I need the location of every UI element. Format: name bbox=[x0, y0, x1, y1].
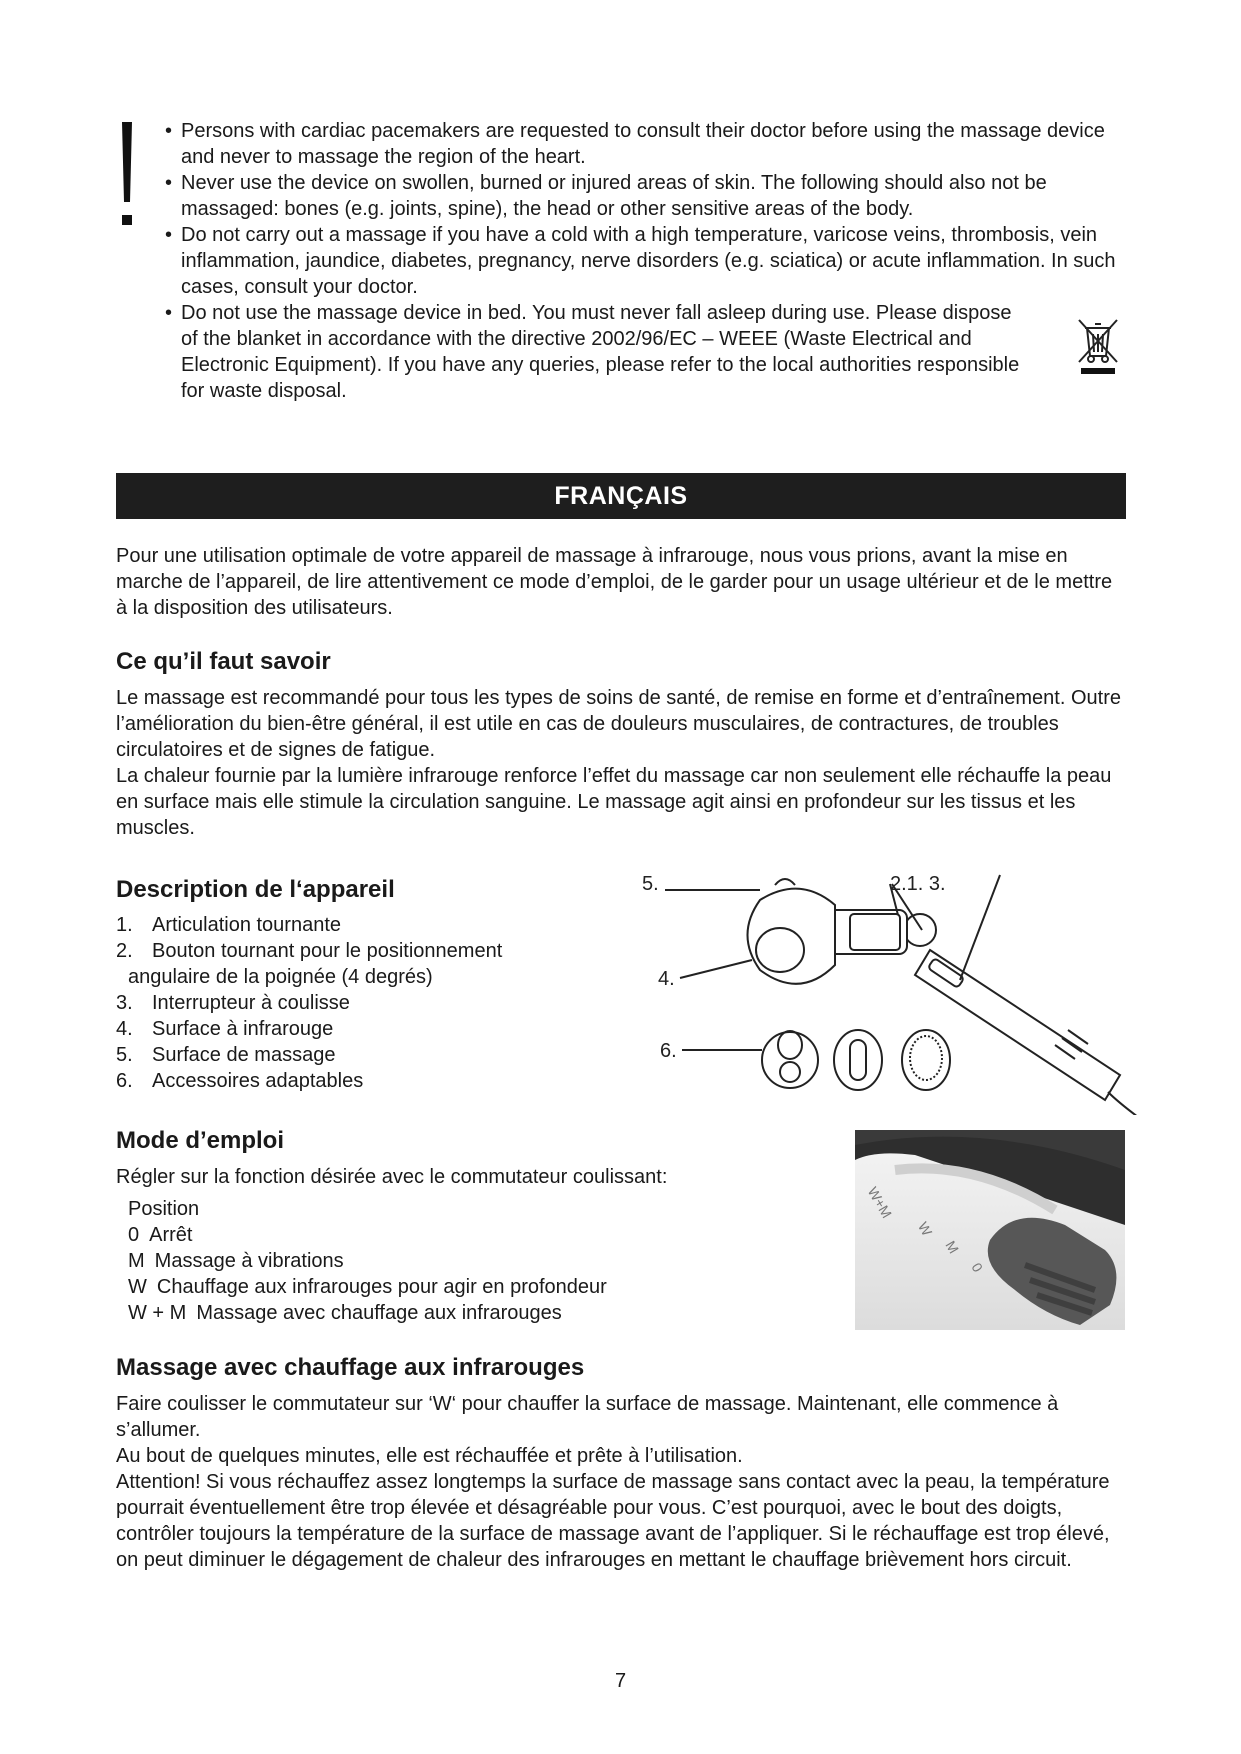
label-4: 4. bbox=[658, 968, 675, 990]
switch-mark: M bbox=[942, 1238, 963, 1257]
paragraph: Au bout de quelques minutes, elle est réchauffée et prête à l’utilisation. bbox=[116, 1445, 743, 1467]
what-to-know-text bbox=[116, 685, 1126, 841]
label-6: 6. bbox=[660, 1040, 677, 1062]
warning-item: • Never use the device on swollen, burned or injured areas of skin. The following should also not be massaged: bones (e.g. joints, spine), the head or other sensitive areas of the body. bbox=[165, 170, 1135, 222]
position-label: Position bbox=[128, 1198, 200, 1220]
list-item: 1. Articulation tournante bbox=[116, 914, 342, 936]
warning-exclamation-icon bbox=[118, 122, 136, 228]
position-row: W + M Massage avec chauffage aux infrarouges bbox=[128, 1302, 562, 1324]
switch-mark: 0 bbox=[968, 1260, 987, 1275]
paragraph: Le massage est recommandé pour tous les types de soins de santé, de remise en forme et d’entraînement. Outre l’amélioration du bien-être général, il est utile en cas de douleurs musculaires, de contractures, de troubles circulatoires et de signes de fatigue. bbox=[116, 687, 1121, 761]
list-item: 5. Surface de massage bbox=[116, 1044, 336, 1066]
paragraph: Faire coulisser le commutateur sur ‘W‘ pour chauffer la surface de massage. Maintenant, elle commence à s’allumer. bbox=[116, 1393, 1059, 1441]
parts-list bbox=[116, 912, 586, 1094]
position-row: M Massage à vibrations bbox=[128, 1250, 344, 1272]
infrared-massage-text bbox=[116, 1391, 1126, 1573]
safety-warnings bbox=[165, 118, 1135, 404]
heading-device-description: Description de l‘appareil bbox=[116, 876, 395, 903]
list-item: 3. Interrupteur à coulisse bbox=[116, 992, 350, 1014]
section-title-banner: FRANÇAIS bbox=[116, 473, 1126, 519]
warning-item: • Do not carry out a massage if you have a cold with a high temperature, varicose veins, thrombosis, vein inflammation, jaundice, diabetes, pregnancy, nerve disorders (e.g. sciatica) or acute inflammation. In such cases, consult your doctor. bbox=[165, 222, 1135, 300]
paragraph: La chaleur fournie par la lumière infrarouge renforce l’effet du massage car non seulement elle réchauffe la peau en surface mais elle stimule la circulation sanguine. Le massage agit ainsi en profondeur sur les tissus et les muscles. bbox=[116, 765, 1112, 839]
heading-what-to-know: Ce qu’il faut savoir bbox=[116, 648, 331, 675]
weee-crossed-bin-icon bbox=[1075, 316, 1121, 376]
instructions-intro: Régler sur la fonction désirée avec le commutateur coulissant: bbox=[116, 1166, 668, 1188]
slide-switch-photo bbox=[855, 1130, 1125, 1330]
switch-positions bbox=[128, 1196, 607, 1326]
warning-item: • Do not use the massage device in bed. You must never fall asleep during use. Please dispose of the blanket in accordance with the directive 2002/96/EC – WEEE (Waste Electrical and Electronic Equipment). If you have any queries, please refer to the local authorities responsible for waste disposal. bbox=[165, 300, 1031, 404]
switch-mark: W bbox=[914, 1219, 936, 1239]
list-item: 4. Surface à infrarouge bbox=[116, 1018, 334, 1040]
paragraph: Attention! Si vous réchauffez assez longtemps la surface de massage sans contact avec la peau, la température pourrait éventuellement être trop élevée et désagréable pour vous. C’est pourquoi, avec le bout des doigts, contrôler toujours la température de la surface de massage avant de l’appliquer. Si le réchauffage est trop élevé, on peut diminuer le dégagement de chaleur des infrarouges en mettant le chauffage brièvement hors circuit. bbox=[116, 1471, 1110, 1571]
label-5: 5. bbox=[642, 873, 659, 895]
heading-instructions: Mode d’emploi bbox=[116, 1127, 284, 1154]
warning-item: • Persons with cardiac pacemakers are requested to consult their doctor before using the massage device and never to massage the region of the heart. bbox=[165, 118, 1135, 170]
rotary-knob bbox=[904, 914, 936, 946]
list-item: 2. Bouton tournant pour le positionnement bbox=[116, 940, 503, 962]
label-2-1-3: 2.1. 3. bbox=[890, 873, 946, 895]
page-number: 7 bbox=[614, 1670, 627, 1692]
position-row: 0 Arrêt bbox=[128, 1224, 193, 1246]
switch-mark: W+M bbox=[864, 1184, 896, 1221]
position-row: W Chauffage aux infrarouges pour agir en profondeur bbox=[128, 1276, 607, 1298]
massager-diagram bbox=[640, 860, 1140, 1115]
list-item: angulaire de la poignée (4 degrés) bbox=[128, 966, 433, 988]
list-item: 6. Accessoires adaptables bbox=[116, 1070, 364, 1092]
intro-paragraph: Pour une utilisation optimale de votre appareil de massage à infrarouge, nous vous prions, avant la mise en marche de l’appareil, de lire attentivement ce mode d’emploi, de le garder pour un usage ultérieur et de le mettre à la disposition des utilisateurs. bbox=[116, 545, 1113, 619]
heading-infrared-massage: Massage avec chauffage aux infrarouges bbox=[116, 1354, 585, 1381]
